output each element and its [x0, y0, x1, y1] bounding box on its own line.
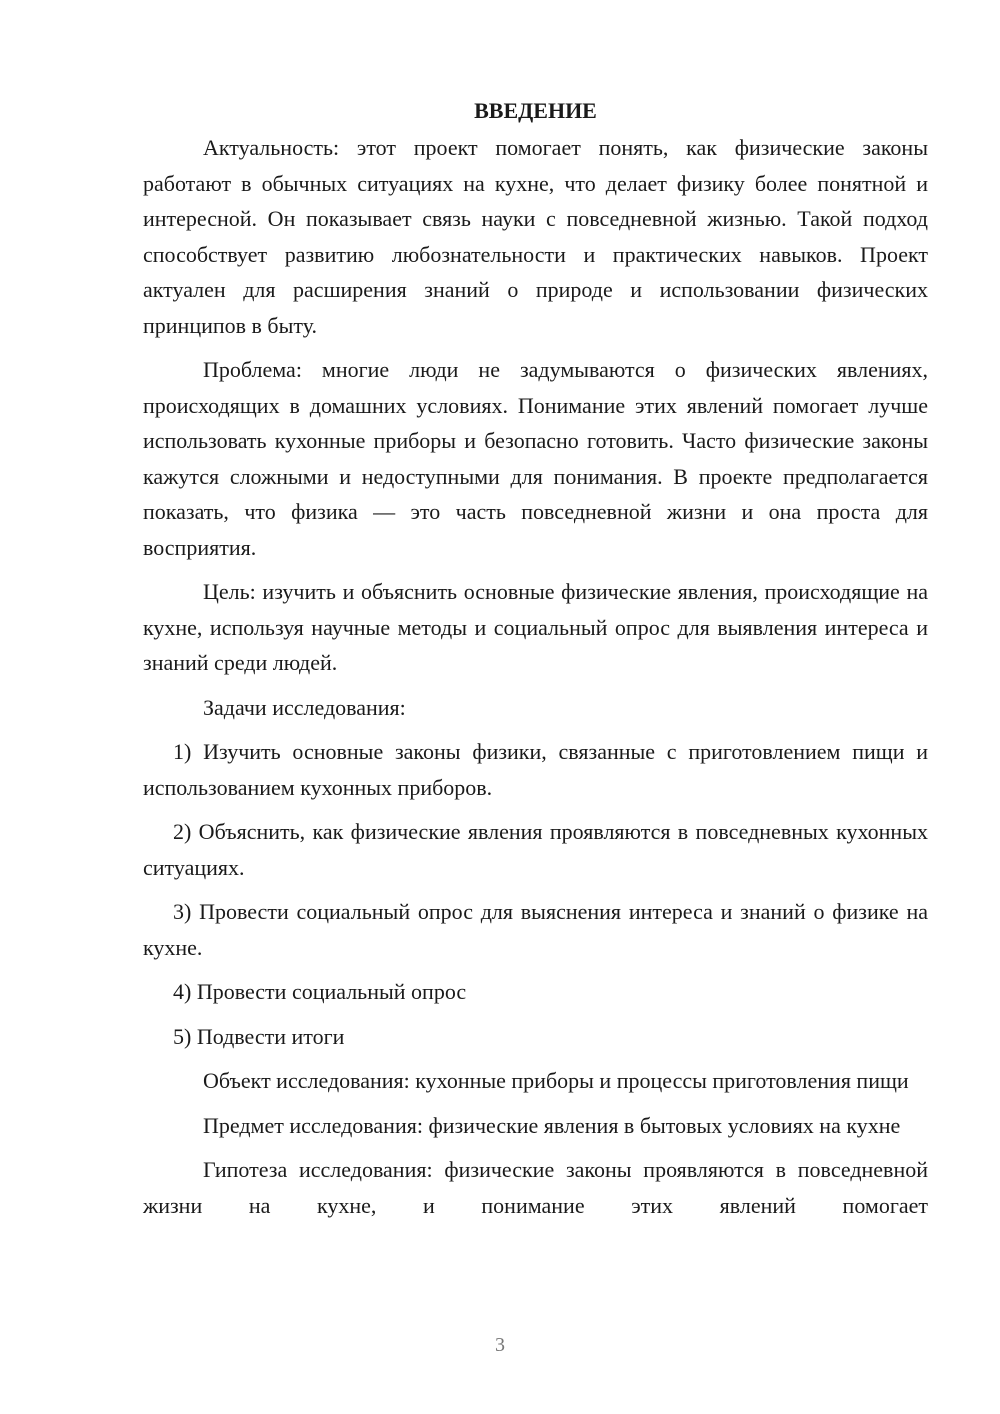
- paragraph-object: Объект исследования: кухонные приборы и процессы приготовления пищи: [203, 1068, 909, 1093]
- paragraph-relevance: Актуальность: этот проект помогает понять, как физические законы работают в обычных ситуациях на кухне, что делает физику более понятной и интересной. Он показывает связь науки с повседневной жизнью. Такой подход способствует развитию любознательности и практических навыков. Проект актуален для расширения знаний о природе и использовании физических принципов в быту.: [143, 135, 928, 338]
- paragraph-hypothesis: Гипотеза исследования: физические законы проявляются в повседневной жизни на кухне, и понимание этих явлений помогает: [143, 1157, 928, 1218]
- task-item-4: 4) Провести социальный опрос: [173, 979, 467, 1004]
- section-title: ВВЕДЕНИЕ: [474, 98, 597, 123]
- paragraph-problem: Проблема: многие люди не задумываются о физических явлениях, происходящих в домашних условиях. Понимание этих явлений помогает лучше использовать кухонные приборы и безопасно готовить. Часто физические законы кажутся сложными и недоступными для понимания. В проекте предполагается показать, что физика — это часть повседневной жизни и она проста для восприятия.: [143, 357, 928, 560]
- task-item-5: 5) Подвести итоги: [173, 1023, 345, 1049]
- paragraph-tasks-heading: Задачи исследования:: [203, 694, 406, 720]
- paragraph-subject: Предмет исследования: физические явления в бытовых условиях на кухне: [203, 1112, 901, 1138]
- task-item-1: 1) Изучить основные законы физики, связанные с приготовлением пищи и использованием кухонных приборов.: [143, 739, 928, 800]
- task-item-2: 2) Объяснить, как физические явления проявляются в повседневных кухонных ситуациях.: [143, 819, 928, 880]
- document-page: [143, 96, 928, 1232]
- page-number: 3: [495, 1334, 505, 1356]
- task-item-3: 3) Провести социальный опрос для выяснения интереса и знаний о физике на кухне.: [143, 899, 928, 960]
- paragraph-goal: Цель: изучить и объяснить основные физические явления, происходящие на кухне, используя научные методы и социальный опрос для выявления интереса и знаний среди людей.: [143, 579, 928, 675]
